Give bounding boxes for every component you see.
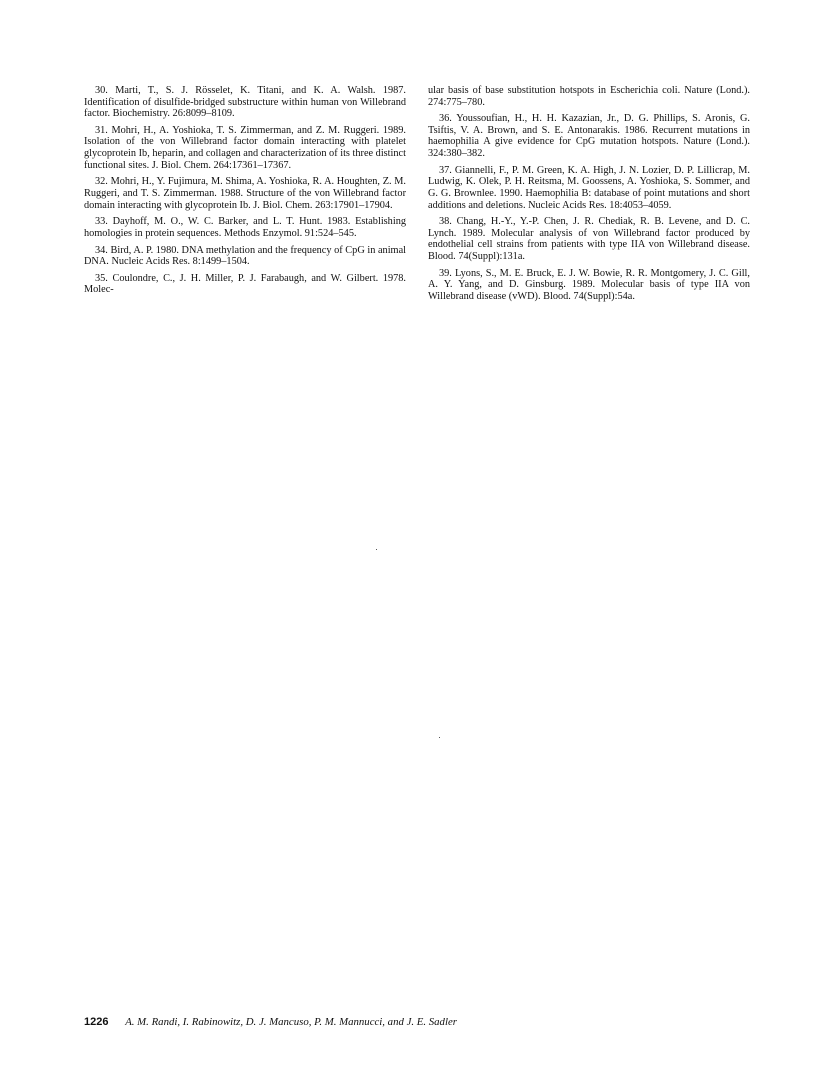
- scan-speck: [376, 549, 377, 550]
- reference-number: 34.: [95, 244, 108, 256]
- reference-item: [428, 268, 750, 303]
- reference-text: Dayhoff, M. O., W. C. Barker, and L. T. Hunt. 1983. Establishing homologies in protein sequences. Methods Enzymol. 91:524–545.: [84, 216, 406, 239]
- reference-item: [84, 85, 406, 120]
- reference-text: Giannelli, F., P. M. Green, K. A. High, J. N. Lozier, D. P. Lillicrap, M. Ludwig, K. Olek, P. H. Reitsma, M. Goossens, A. Yoshioka, S. Sommer, and G. G. Brownlee. 1990. Haemophilia B: database of point mutations and short additions and deletions. Nucleic Acids Res. 18:4053–4059.: [428, 164, 750, 211]
- footer-authors: A. M. Randi, I. Rabinowitz, D. J. Mancuso, P. M. Mannucci, and J. E. Sadler: [125, 1016, 457, 1028]
- reference-item: [84, 125, 406, 171]
- reference-item: [84, 245, 406, 268]
- reference-text: Mohri, H., Y. Fujimura, M. Shima, A. Yoshioka, R. A. Houghten, Z. M. Ruggeri, and T. S. Zimmerman. 1988. Structure of the von Willebrand factor domain interacting with glycoprotein Ib. J. Biol. Chem. 263:17901–17904.: [84, 176, 406, 211]
- reference-item: [428, 216, 750, 262]
- reference-text: Marti, T., S. J. Rösselet, K. Titani, and K. A. Walsh. 1987. Identification of disulfide-bridged substructure within human von Willebrand factor. Biochemistry. 26:8099–8109.: [84, 85, 406, 120]
- reference-text: Youssoufian, H., H. H. Kazazian, Jr., D. G. Phillips, S. Aronis, G. Tsiftis, V. A. Brown, and S. E. Antonarakis. 1986. Recurrent mutations in haemophilia A give evidence for CpG mutation hotspots. Nature (Lond.). 324:380–382.: [428, 113, 750, 160]
- reference-column-right: [428, 85, 750, 308]
- reference-text: Chang, H.-Y., Y.-P. Chen, J. R. Chediak, R. B. Levene, and D. C. Lynch. 1989. Molecular analysis of von Willebrand factor produced by endothelial cell strains from patients with type IIA von Willebrand disease. Blood. 74(Suppl):131a.: [428, 216, 751, 262]
- reference-number: 38.: [439, 216, 452, 228]
- reference-number: 30.: [95, 85, 108, 96]
- reference-item: [84, 176, 406, 211]
- reference-continuation: ular basis of base substitution hotspots in Escherichia coli. Nature (Lond.). 274:775–780.: [428, 85, 750, 108]
- reference-number: 31.: [95, 124, 108, 136]
- reference-text: Lyons, S., M. E. Bruck, E. J. W. Bowie, R. R. Montgomery, J. C. Gill, A. Y. Yang, and D. Ginsburg. 1989. Molecular basis of type IIA von Willebrand disease (vWD). Blood. 74(Suppl):54a.: [428, 267, 750, 302]
- reference-text: Coulondre, C., J. H. Miller, P. J. Farabaugh, and W. Gilbert. 1978. Molec-: [84, 272, 406, 296]
- reference-item: [84, 216, 406, 239]
- reference-text: Bird, A. P. 1980. DNA methylation and the frequency of CpG in animal DNA. Nucleic Acids Res. 8:1499–1504.: [84, 244, 406, 268]
- reference-number: 39.: [439, 267, 452, 279]
- reference-number: 33.: [95, 216, 108, 228]
- reference-item: [428, 165, 750, 211]
- page-number: 1226: [84, 1016, 109, 1028]
- reference-number: 32.: [95, 176, 108, 188]
- reference-number: 35.: [95, 272, 108, 284]
- scan-speck: [439, 737, 440, 738]
- reference-item: [84, 273, 406, 296]
- reference-text: Mohri, H., A. Yoshioka, T. S. Zimmerman, and Z. M. Ruggeri. 1989. Isolation of the von Willebrand factor domain interacting with platelet glycoprotein Ib, heparin, and collagen and characterization of its three distinct functional sites. J. Biol. Chem. 264:17361–17367.: [84, 124, 406, 171]
- page-footer: [84, 1016, 457, 1028]
- reference-item: [428, 113, 750, 159]
- reference-column-left: [84, 85, 406, 301]
- reference-number: 37.: [439, 164, 452, 176]
- reference-number: 36.: [439, 113, 452, 125]
